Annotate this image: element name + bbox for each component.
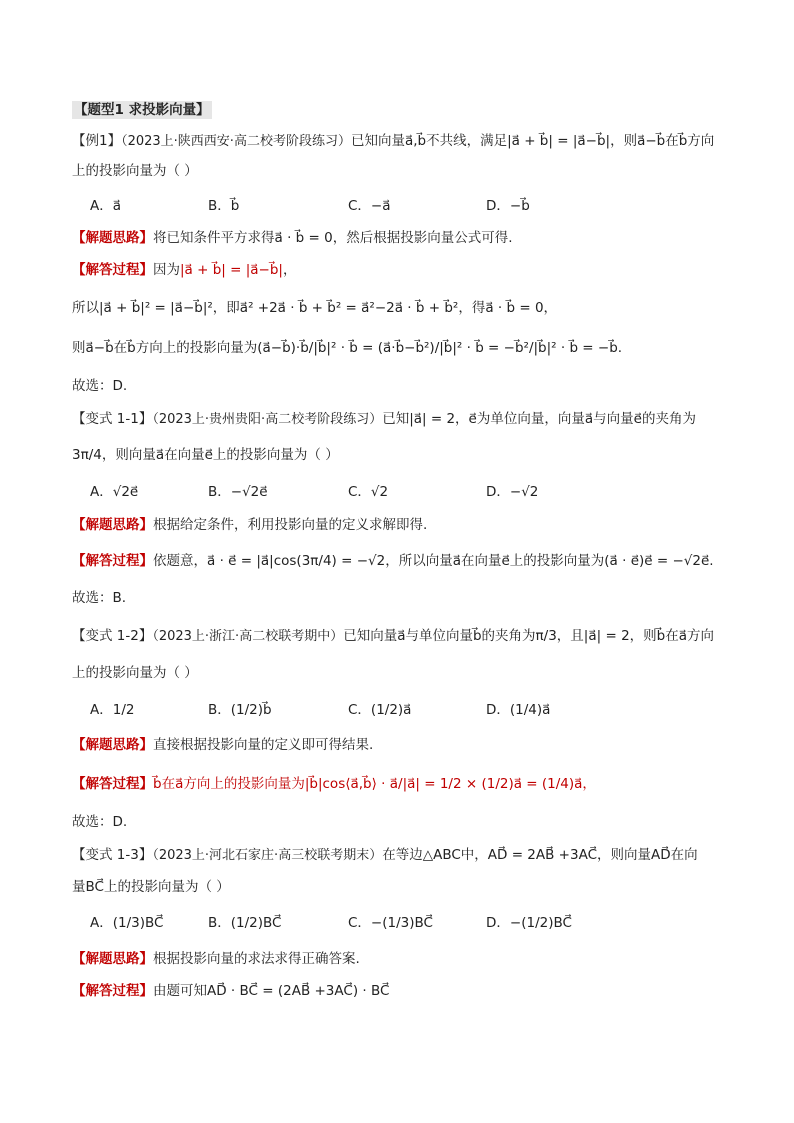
v11-text1: 已知|a⃗| = 2，e⃗为单位向量，向量a⃗与向量e⃗的夹角为 [382,411,696,427]
ex1-thinking [72,228,513,248]
v13-process-text: 由题可知AD⃗ · BC⃗ = (2AB⃗ +3AC⃗) · BC⃗ [153,983,390,999]
v12-option-d: D．(1/4)a⃗ [486,702,551,718]
v13-text1: 在等边△ABC中，AD⃗ = 2AB⃗ +3AC⃗，则向量AD⃗在向 [382,847,698,863]
ex1-thinking-label: 【解题思路】 [72,230,153,246]
v11-process-label: 【解答过程】 [72,553,153,569]
ex1-process-label: 【解答过程】 [72,262,153,278]
ex1-process-line2: 所以|a⃗ + b⃗|² = |a⃗−b⃗|²，即a⃗² +2a⃗ · b⃗ + b⃗² = a⃗²−2a⃗ · b⃗ + b⃗²，得a⃗ · b⃗ = 0， [72,300,558,316]
v13-option-a: A．(1/3)BC⃗ [90,915,164,931]
v12-process-text: b⃗在a⃗方向上的投影向量为|b⃗|cos⟨a⃗,b⃗⟩ · a⃗/|a⃗| = 1/2 × (1/2)a⃗ = (1/4)a⃗， [153,776,596,792]
ex1-option-a: A．a⃗ [90,198,122,214]
ex1-question-line1 [72,131,714,152]
v12-question-line1 [72,626,714,647]
v11-thinking-text: 根据给定条件，利用投影向量的定义求解即得. [153,517,428,533]
ex1-text1: 已知向量a⃗,b⃗不共线，满足|a⃗ + b⃗| = |a⃗−b⃗|，则a⃗−b⃗在b⃗方向 [350,133,715,149]
v11-option-a: A．√2e⃗ [90,484,139,500]
v12-option-b: B．(1/2)b⃗ [208,702,272,718]
ex1-source: （2023上·陕西西安·高二校考阶段练习） [121,134,351,149]
ex1-process-post: ， [282,262,297,278]
v11-thinking-label: 【解题思路】 [72,517,153,533]
v12-source: （2023上·浙江·高二校联考期中） [152,629,344,644]
v13-option-b: B．(1/2)BC⃗ [208,915,282,931]
v11-answer: 故选：B. [72,590,127,606]
ex1-process-line1 [72,260,296,280]
section-title [72,100,212,120]
v11-source: （2023上·贵州贵阳·高二校考阶段练习） [152,412,383,427]
v11-thinking [72,515,427,535]
v11-head: 【变式 1-1】 [72,411,153,427]
v13-thinking [72,949,360,969]
v12-thinking [72,735,373,755]
ex1-head: 【例1】 [72,133,122,149]
ex1-process-line3: 则a⃗−b⃗在b⃗方向上的投影向量为(a⃗−b⃗)·b⃗/|b⃗|² · b⃗ = (a⃗·b⃗−b⃗²)/|b⃗|² · b⃗ = −b⃗²/|b⃗|² · b⃗ = −b⃗. [72,340,623,356]
v13-option-c: C．−(1/3)BC⃗ [348,915,433,931]
v11-process [72,551,714,571]
v11-option-b: B．−√2e⃗ [208,484,268,500]
v12-thinking-text: 直接根据投影向量的定义即可得结果. [153,737,374,753]
v12-answer: 故选：D. [72,814,128,830]
v12-text1: 已知向量a⃗与单位向量b⃗的夹角为π/3，且|a⃗| = 2，则b⃗在a⃗方向 [343,628,715,644]
v12-option-a: A．1/2 [90,702,135,718]
ex1-question-line2: 上的投影向量为（ ） [72,163,198,179]
v12-head: 【变式 1-2】 [72,628,153,644]
ex1-option-c: C．−a⃗ [348,198,391,214]
v12-option-c: C．(1/2)a⃗ [348,702,412,718]
v13-thinking-text: 根据投影向量的求法求得正确答案. [153,951,360,967]
v11-process-text: 依题意，a⃗ · e⃗ = |a⃗|cos(3π/4) = −√2，所以向量a⃗在向量e⃗上的投影向量为(a⃗ · e⃗)e⃗ = −√2e⃗. [153,553,714,569]
v12-process-label: 【解答过程】 [72,776,153,792]
v13-question-line2: 量BC⃗上的投影向量为（ ） [72,879,230,895]
v13-thinking-label: 【解题思路】 [72,951,153,967]
v12-thinking-label: 【解题思路】 [72,737,153,753]
v11-option-c: C．√2 [348,484,389,500]
ex1-process-pre: 因为 [153,262,180,278]
ex1-option-d: D．−b⃗ [486,198,530,214]
v13-process [72,981,389,1001]
v13-head: 【变式 1-3】 [72,847,153,863]
v13-question-line1 [72,845,698,866]
ex1-answer: 故选：D. [72,378,128,394]
ex1-process-red: |a⃗ + b⃗| = |a⃗−b⃗| [180,262,283,278]
v13-process-label: 【解答过程】 [72,983,153,999]
v12-process [72,774,596,794]
ex1-option-b: B．b⃗ [208,198,240,214]
v13-source: （2023上·河北石家庄·高三校联考期末） [152,848,383,863]
section-title-tag: 【题型1 求投影向量】 [74,102,210,118]
v13-option-d: D．−(1/2)BC⃗ [486,915,572,931]
v12-question-line2: 上的投影向量为（ ） [72,665,198,681]
v11-question-line2: 3π/4，则向量a⃗在向量e⃗上的投影向量为（ ） [72,447,339,463]
v11-question-line1 [72,409,696,430]
ex1-thinking-text: 将已知条件平方求得a⃗ · b⃗ = 0，然后根据投影向量公式可得. [153,230,513,246]
v11-option-d: D．−√2 [486,484,539,500]
